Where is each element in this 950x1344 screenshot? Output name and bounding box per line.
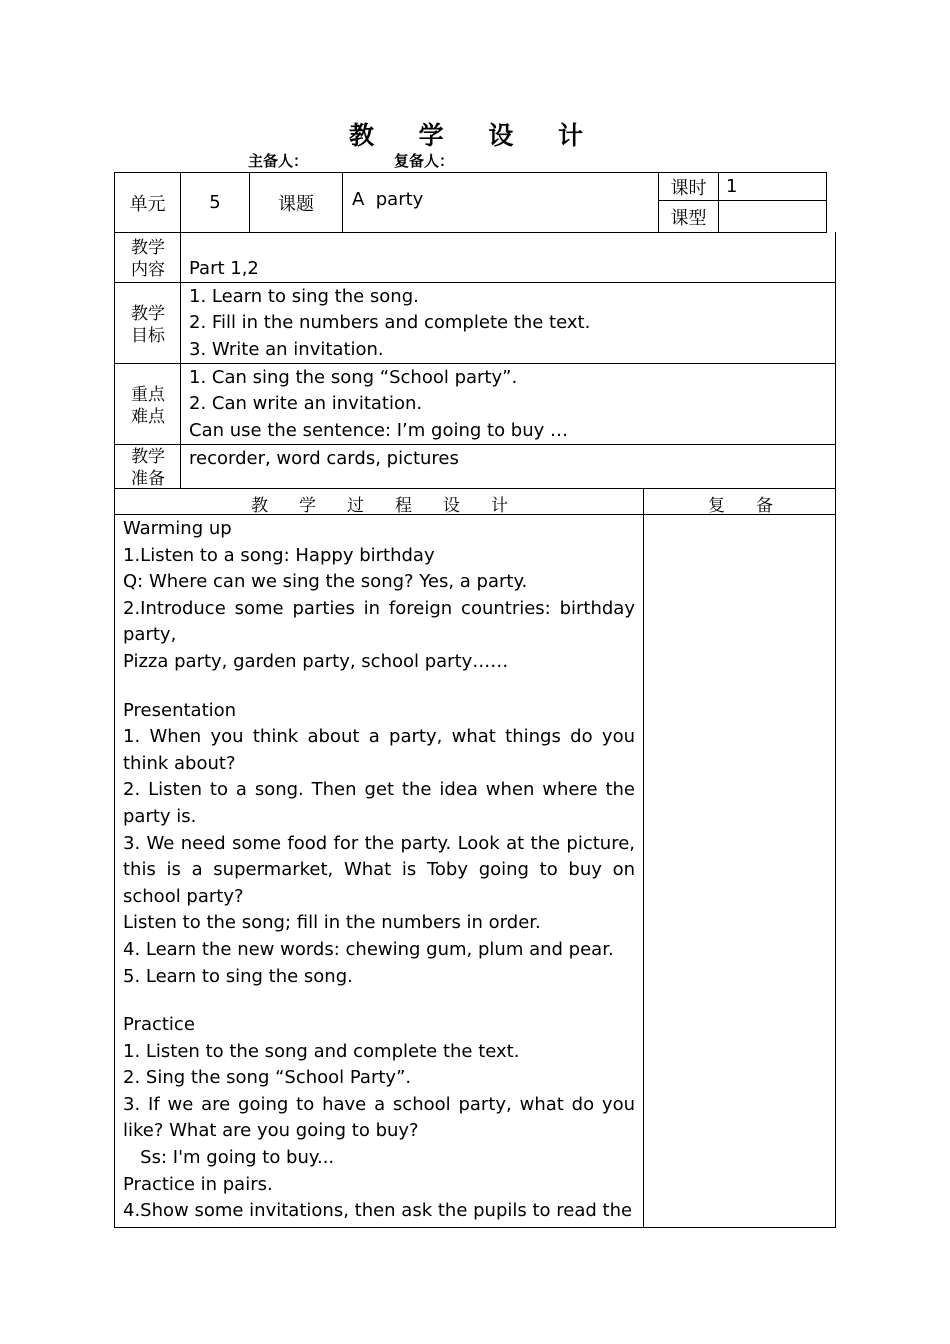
process-blank-line	[123, 676, 635, 698]
key-points-label-line-1: 重点	[131, 385, 165, 405]
process-header-char: 过	[347, 496, 364, 516]
topic-value: A party	[352, 189, 424, 210]
process-line: Listen to the song; fill in the numbers in order.	[123, 912, 541, 934]
process-line: Pizza party, garden party, school party……	[123, 650, 509, 672]
unit-label: 单元	[129, 193, 166, 215]
process-header-char: 学	[299, 496, 316, 516]
objectives-label	[115, 303, 181, 347]
preparation-label-line-1: 教学	[131, 447, 165, 467]
content-label-line-1: 教学	[131, 238, 165, 258]
preparation-label	[115, 446, 181, 490]
process-line: Warming up	[123, 518, 232, 539]
content-text: Part 1,2	[189, 258, 259, 279]
key-points-label	[115, 384, 181, 428]
period-value: 1	[726, 176, 738, 197]
secondary-preparer-label: 复备人：	[394, 152, 455, 170]
process-line: Practice in pairs.	[123, 1173, 273, 1195]
objective-2: 2. Fill in the numbers and complete the text.	[189, 312, 591, 333]
key-point-2: 2. Can write an invitation.	[189, 393, 423, 414]
process-header-char: 教	[251, 496, 268, 516]
process-line: 1.Listen to a song: Happy birthday	[123, 544, 435, 566]
period-label: 课时	[670, 177, 707, 199]
process-header-char: 设	[443, 496, 460, 516]
process-line: 4.Show some invitations, then ask the pupils to read the	[123, 1200, 633, 1222]
process-line: 5. Learn to sing the song.	[123, 965, 353, 987]
process-line: Presentation	[123, 699, 237, 721]
content-label	[115, 237, 181, 281]
preparation-label-line-2: 准备	[131, 469, 165, 489]
objective-3: 3. Write an invitation.	[189, 339, 384, 360]
unit-value: 5	[209, 192, 221, 213]
key-points-label-line-2: 难点	[131, 407, 165, 427]
process-line: Ss: I'm going to buy...	[123, 1147, 335, 1169]
process-blank-line	[123, 990, 635, 1012]
process-line: 4. Learn the new words: chewing gum, plum and pear.	[123, 938, 614, 960]
objectives-label-line-1: 教学	[131, 304, 165, 324]
process-line: 2. Listen to a song. Then get the idea when where the party is.	[123, 779, 635, 827]
process-line: Q: Where can we sing the song? Yes, a party.	[123, 571, 528, 593]
type-label: 课型	[670, 207, 707, 229]
process-line: 2.Introduce some parties in foreign countries: birthday party,	[123, 597, 635, 646]
process-line: 2. Sing the song “School Party”.	[123, 1067, 412, 1089]
process-line: 1. When you think about a party, what things do you think about?	[123, 726, 635, 774]
process-line: Practice	[123, 1014, 195, 1036]
key-point-1: 1. Can sing the song “School party”.	[189, 367, 518, 388]
content-label-line-2: 内容	[131, 260, 165, 280]
process-content	[123, 516, 635, 1225]
process-line: 1. Listen to the song and complete the text.	[123, 1040, 520, 1062]
process-header-char: 程	[395, 496, 412, 516]
process-line: 3. If we are going to have a school party, what do you like? What are you going to buy?	[123, 1093, 635, 1142]
key-point-3: Can use the sentence: I’m going to buy …	[189, 420, 569, 441]
page-title: 教 学 设 计	[348, 121, 602, 150]
topic-label: 课题	[278, 193, 314, 215]
process-line: 3. We need some food for the party. Look at the picture, this is a supermarket, What is Toby going to buy on school party?	[123, 832, 635, 907]
review-header-char: 备	[756, 496, 773, 516]
preparation-text: recorder, word cards, pictures	[189, 448, 459, 469]
objective-1: 1. Learn to sing the song.	[189, 286, 419, 307]
main-preparer-label: 主备人：	[248, 152, 309, 170]
review-header-char: 复	[708, 496, 725, 516]
process-header-char: 计	[491, 496, 508, 516]
objectives-label-line-2: 目标	[131, 326, 165, 346]
